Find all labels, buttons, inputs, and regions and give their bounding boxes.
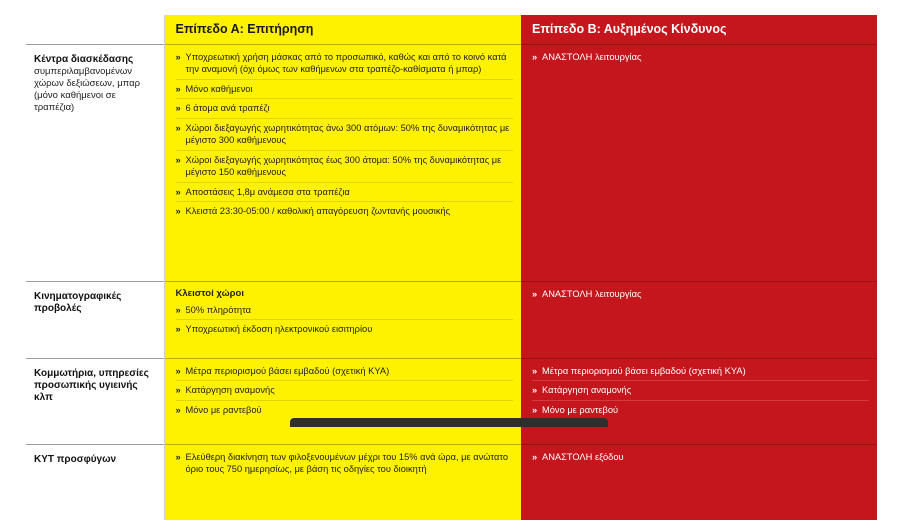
list-item: » Κλειστά 23:30-05:00 / καθολική απαγόρευση ζωντανής μουσικής <box>176 202 514 221</box>
list-item: » ΑΝΑΣΤΟΛΗ λειτουργίας <box>532 48 869 67</box>
row-category <box>26 44 164 281</box>
list-item: » Μέτρα περιορισμού βάσει εμβαδού (σχετική ΚΥΑ) <box>532 362 869 382</box>
table-header-row <box>26 15 877 44</box>
measures-table <box>26 15 877 520</box>
list-item: » Υποχρεωτική χρήση μάσκας από το προσωπικό, καθώς και από το κοινό κατά την αναμονή (όχι όμως των καθήμενων στα τραπέζο-καθίσματα ή μπαρ) <box>176 48 514 80</box>
list-item: » Μόνο με ραντεβού <box>176 401 514 420</box>
level-b-cell <box>521 444 877 520</box>
list-item: » Χώροι διεξαγωγής χωρητικότητας έως 300 άτομα: 50% της δυναμικότητας με μέγιστο 150 καθήμενους <box>176 151 514 183</box>
list-item: » Κατάργηση αναμονής <box>532 381 869 401</box>
level-a-cell <box>164 444 521 520</box>
table-row <box>26 281 877 358</box>
header-level-a: Επίπεδο Α: Επιτήρηση <box>164 15 521 44</box>
list-item: » 6 άτομα ανά τραπέζι <box>176 99 514 119</box>
level-b-cell <box>521 358 877 444</box>
list-item: » Μόνο με ραντεβού <box>532 401 869 420</box>
header-level-b: Επίπεδο Β: Αυξημένος Κίνδυνος <box>521 15 877 44</box>
level-a-cell <box>164 44 521 281</box>
list-item: » Ελεύθερη διακίνηση των φιλοξενουμένων μέχρι του 15% ανά ώρα, με ανώτατο όριο τους 750 ημερησίως, με βάση τις οδηγίες του διοικητή <box>176 448 514 479</box>
level-a-subheading: Κλειστοί χώροι <box>175 287 244 299</box>
list-item: » Αποστάσεις 1,8μ ανάμεσα στα τραπέζια <box>176 183 514 203</box>
level-a-cell <box>164 358 521 444</box>
bottom-overlay-bar <box>290 418 608 427</box>
list-item: » 50% πληρότητα <box>176 301 514 321</box>
row-category <box>26 444 164 520</box>
category-description: συμπεριλαμβανομένων χώρων δεξιώσεων, μπαρ (μόνο καθήμενοι σε τραπέζια) <box>34 65 140 113</box>
table-row <box>26 44 877 281</box>
list-item: » ΑΝΑΣΤΟΛΗ λειτουργίας <box>532 285 869 304</box>
level-b-cell <box>521 44 877 281</box>
list-item: » Μέτρα περιορισμού βάσει εμβαδού (σχετική ΚΥΑ) <box>176 362 514 382</box>
category-title: Κινηματογραφικές προβολές <box>34 290 122 314</box>
list-item: » ΑΝΑΣΤΟΛΗ εξόδου <box>532 448 869 467</box>
list-item: » Χώροι διεξαγωγής χωρητικότητας άνω 300 ατόμων: 50% της δυναμικότητας με μέγιστο 300 καθήμενους <box>176 119 514 151</box>
category-title: Κέντρα διασκέδασης <box>34 53 134 65</box>
list-item: » Μόνο καθήμενοι <box>176 80 514 100</box>
list-item: » Υποχρεωτική έκδοση ηλεκτρονικού εισιτηρίου <box>176 320 514 339</box>
table-row <box>26 358 877 444</box>
level-b-cell <box>521 281 877 358</box>
table-row <box>26 444 877 520</box>
row-category <box>26 358 164 444</box>
category-title: ΚΥΤ προσφύγων <box>34 453 117 465</box>
row-category <box>26 281 164 358</box>
header-category <box>26 15 164 44</box>
category-title: Κομμωτήρια, υπηρεσίες προσωπικής υγιεινής κλπ <box>34 367 149 403</box>
level-a-cell <box>164 281 521 358</box>
list-item: » Κατάργηση αναμονής <box>176 381 514 401</box>
